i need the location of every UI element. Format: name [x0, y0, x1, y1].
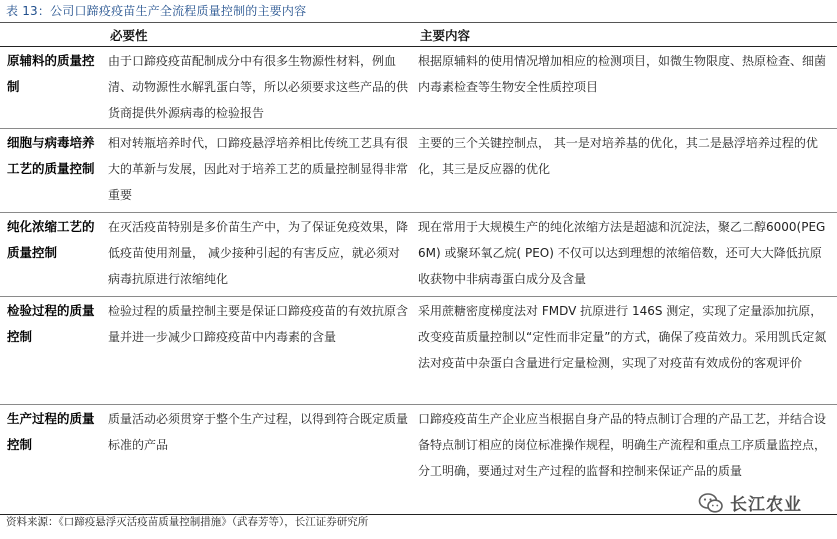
wechat-icon [698, 492, 724, 514]
header-content: 主要内容 [412, 24, 837, 47]
row-necessity: 由于口蹄疫疫苗配制成分中有很多生物源性材料，例血清、动物源性水解乳蛋白等，所以必须要求这些产品的供货商提供外源病毒的检验报告 [108, 54, 409, 120]
source-note: 资料来源：《口蹄疫悬浮灭活疫苗质量控制措施》（武春芳等），长江证券研究所 [6, 516, 369, 528]
header-necessity: 必要性 [100, 24, 412, 47]
quality-control-table [0, 24, 837, 515]
row-category: 检验过程的质量控制 [7, 303, 95, 344]
top-rule [0, 22, 837, 23]
row-category: 纯化浓缩工艺的质量控制 [7, 219, 95, 260]
table-header-row [0, 24, 837, 47]
row-content: 采用蔗糖密度梯度法对 FMDV 抗原进行 146S 测定，实现了定量添加抗原，改变疫苗质量控制以“定性而非定量”的方式，确保了疫苗效力。采用凯氏定氮法对疫苗中杂蛋白含量进行定量检测，实现了对疫苗有效成份的客观评价 [418, 304, 827, 370]
table-caption: 表 13：公司口蹄疫疫苗生产全流程质量控制的主要内容 [6, 4, 307, 18]
table-row [0, 47, 837, 129]
row-category: 生产过程的质量控制 [7, 411, 95, 452]
watermark [698, 490, 802, 515]
row-content: 根据原辅料的使用情况增加相应的检测项目，如微生物限度、热原检查、细菌内毒素检查等生物安全性质控项目 [418, 54, 827, 94]
table-row [0, 213, 837, 297]
row-content: 主要的三个关键控制点， 其一是对培养基的优化，其二是悬浮培养过程的优化，其三是反应器的优化 [418, 136, 818, 176]
row-necessity: 在灭活疫苗特别是多价苗生产中，为了保证免疫效果，降低疫苗使用剂量， 减少接种引起的有害反应，就必须对病毒抗原进行浓缩纯化 [108, 220, 409, 286]
row-necessity: 检验过程的质量控制主要是保证口蹄疫疫苗的有效抗原含量并进一步减少口蹄疫疫苗中内毒素的含量 [108, 304, 409, 344]
header-category [0, 24, 100, 47]
row-content: 现在常用于大规模生产的纯化浓缩方法是超滤和沉淀法，聚乙二醇6000(PEG 6M) 或聚环氧乙烷( PEO) 不仅可以达到理想的浓缩倍数，还可大大降低抗原收获物中非病毒蛋白成分及含量 [418, 220, 826, 286]
row-necessity: 质量活动必须贯穿于整个生产过程，以得到符合既定质量标准的产品 [108, 412, 409, 452]
row-necessity: 相对转瓶培养时代，口蹄疫悬浮培养相比传统工艺具有很大的革新与发展，因此对于培养工艺的质量控制显得非常重要 [108, 136, 409, 202]
row-category: 原辅料的质量控制 [7, 53, 95, 94]
row-category: 细胞与病毒培养工艺的质量控制 [7, 135, 95, 176]
table-row [0, 129, 837, 213]
table-row [0, 297, 837, 405]
watermark-text: 长江农业 [730, 495, 802, 515]
row-content: 口蹄疫疫苗生产企业应当根据自身产品的特点制订合理的产品工艺，并结合设备特点制订相应的岗位标准操作规程，明确生产流程和重点工序质量监控点，分工明确，要通过对生产过程的监督和控制来保证产品的质量 [418, 412, 827, 478]
